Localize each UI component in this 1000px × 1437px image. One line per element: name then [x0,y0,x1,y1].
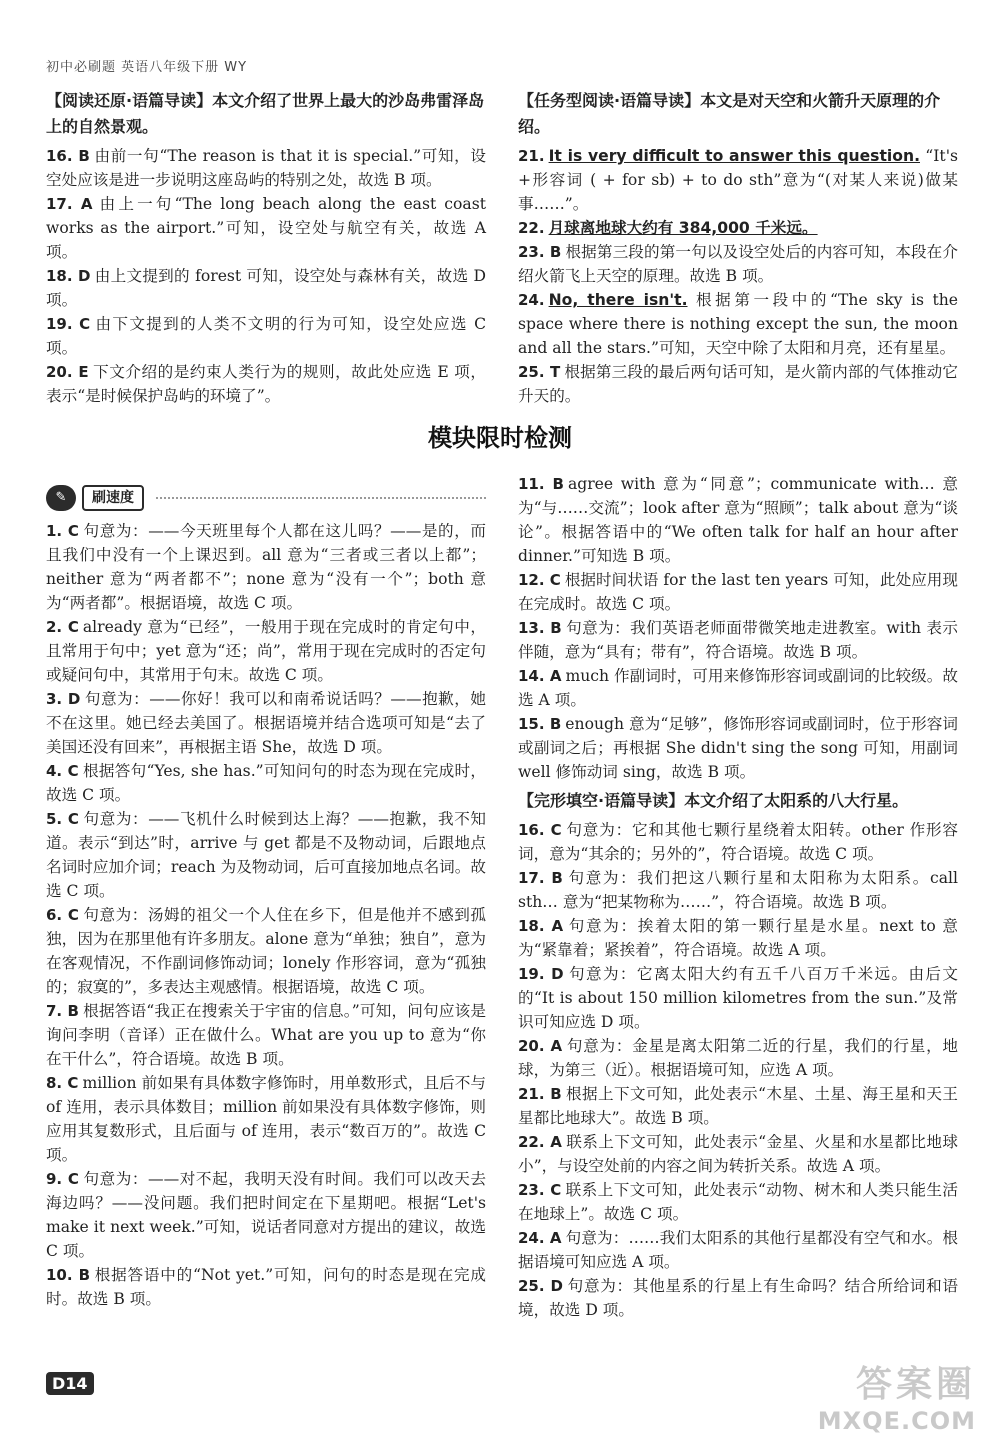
item-explanation: 句意为：金星是离太阳第二近的行星，我们的行星，地球，为第三（近）。根据语境可知，应选 A 项。 [518,1037,958,1079]
answer-item [46,807,486,903]
item-number: 7. B [46,1002,79,1020]
answer-item [518,962,958,1034]
section-heading: 【任务型阅读·语篇导读】本文是对天空和火箭升天原理的介绍。 [518,91,941,136]
answer-item [518,1034,958,1082]
answer-item [46,615,486,687]
item-number: 3. D [46,690,81,708]
answer-item [518,712,958,784]
page-header: 初中必刷题 英语八年级下册 WY [46,60,248,75]
item-number: 5. C [46,810,79,828]
reading-restore-section [46,88,486,408]
item-number: 11. B [518,475,564,493]
item-explanation: 句意为：……我们太阳系的其他行星都没有空气和水。根据语境可知应选 A 项。 [518,1229,958,1271]
answer-item [46,360,486,408]
item-number: 16. C [518,821,562,839]
item-number: 24. A [518,1229,562,1247]
item-explanation: 根据答语“我正在搜索关于宇宙的信息。”可知，问句应该是询问李明（音译）正在做什么。What are you up to 意为“你在干什么”，符合语境。故选 B 项。 [46,1002,486,1068]
item-number: 22. [518,219,545,237]
answer-item [518,1178,958,1226]
item-explanation: 由上文提到的 forest 可知，设空处与森林有关，故选 D 项。 [46,267,487,309]
item-explanation: 下文介绍的是约束人类行为的规则，故此处应选 E 项，表示“是时候保护岛屿的环境了”。 [46,363,486,405]
answer-item [518,818,958,866]
item-explanation: 联系上下文可知，此处表示“金星、火星和水星都比地球小”，与设空处前的内容之间为转折关系。故选 A 项。 [518,1133,958,1175]
item-explanation: 根据答语中的“Not yet.”可知，问句的时态是现在完成时。故选 B 项。 [46,1266,487,1308]
answer-item [518,240,958,288]
item-number: 22. A [518,1133,562,1151]
answer-item [518,1274,958,1322]
section-heading: 【完形填空·语篇导读】本文介绍了太阳系的八大行星。 [518,791,909,810]
answer-item [46,312,486,360]
answer-item [518,866,958,914]
item-number: 20. E [46,363,89,381]
answer-item [46,687,486,759]
item-number: 16. B [46,147,90,165]
answer-item [518,1226,958,1274]
item-explanation: 句意为：挨着太阳的第一颗行星是水星。next to 意为“紧靠着；紧挨着”，符合语境。故选 A 项。 [518,917,958,959]
answer-item [46,192,486,264]
item-explanation: 句意为：它离太阳大约有五千八百万千米远。由后文的“It is about 150 million kilometres from the sun.”及常识可知应选 D 项。 [518,965,958,1031]
item-answer: No, there isn't. [548,291,688,309]
answer-item [46,759,486,807]
item-number: 14. A [518,667,562,685]
answer-item [518,144,958,216]
item-explanation: 句意为：它和其他七颗行星绕着太阳转。other 作形容词，意为“其余的；另外的”，符合语境。故选 C 项。 [518,821,958,863]
item-number: 20. A [518,1037,563,1055]
item-number: 1. C [46,522,79,540]
page-number: D14 [46,1372,94,1395]
item-number: 8. C [46,1074,79,1092]
item-explanation: 根据上下文可知，此处表示“木星、土星、海王星和天王星都比地球大”。故选 B 项。 [518,1085,958,1127]
answer-item [46,519,486,615]
module-title: 模块限时检测 [428,424,572,452]
watermark-logo [818,1356,976,1435]
item-explanation: 根据答句“Yes, she has.”可知问句的时态为现在完成时，故选 C 项。 [46,762,486,804]
item-explanation: agree with 意为“同意”；communicate with… 意为“与……交流”；look after 意为“照顾”；talk about 意为“谈论”。根据答语中的“We often talk for half an hour after dinner.”可知选 B 项。 [518,475,958,565]
section-heading: 【阅读还原·语篇导读】本文介绍了世界上最大的沙岛弗雷泽岛上的自然景观。 [46,91,485,136]
watermark-url: MXQE.COM [817,1407,976,1435]
item-number: 25. T [518,363,561,381]
item-explanation: 句意为：——今天班里每个人都在这儿吗？——是的，而且我们中没有一个上课迟到。all 意为“三者或三者以上都”；neither 意为“两者都不”；none 意为“没有一个”；both 意为“两者都”。根据语境，故选 C 项。 [46,522,486,612]
item-explanation: 根据第三段的第一句以及设空处后的内容可知，本段在介绍火箭飞上天空的原理。故选 B 项。 [518,243,958,285]
item-number: 25. D [518,1277,563,1295]
item-number: 6. C [46,906,79,924]
item-explanation: already 意为“已经”，一般用于现在完成时的肯定句中，且常用于句中；yet 意为“还；尚”，常用于现在完成时的否定句或疑问句中，其常用于句末。故选 C 项。 [46,618,486,684]
item-explanation: 根据时间状语 for the last ten years 可知，此处应用现在完成时。故选 C 项。 [518,571,958,613]
answer-item [46,1263,486,1311]
item-explanation: 句意为：汤姆的祖父一个人住在乡下，但是他并不感到孤独，因为在那里他有许多朋友。alone 意为“单独；独自”，意为在客观情况，不作副词修饰动词；lonely 作形容词，意为“孤独的；寂寞的”，多表达主观感情。根据语境，故选 C 项。 [46,906,486,996]
item-number: 23. B [518,243,562,261]
item-explanation: 句意为：——对不起，我明天没有时间。我们可以改天去海边吗？——没问题。我们把时间定在下星期吧。根据“Let's make it next week.”可知，说话者同意对方提出的建议，故选 C 项。 [46,1170,486,1260]
item-number: 19. C [46,315,91,333]
answer-item [46,903,486,999]
item-explanation: 由上一句“The long beach along the east coast works as the airport.”可知，设空处与航空有关，故选 A 项。 [46,195,486,261]
item-number: 10. B [46,1266,91,1284]
item-number: 24. [518,291,545,309]
item-explanation: 句意为：——你好！我可以和南希说话吗？——抱歉，她不在这里。她已经去美国了。根据语境并结合选项可知是“去了美国还没有回来”，再根据主语 She，故选 D 项。 [46,690,486,756]
item-number: 21. [518,147,545,165]
item-number: 23. C [518,1181,562,1199]
item-number: 9. C [46,1170,79,1188]
item-explanation: 联系上下文可知，此处表示“动物、树木和人类只能生活在地球上”。故选 C 项。 [518,1181,958,1223]
answer-item [518,288,958,360]
item-number: 2. C [46,618,79,636]
answer-item [518,664,958,712]
item-explanation: 句意为：我们英语老师面带微笑地走进教室。with 表示伴随，意为“具有；带有”，符合语境。故选 B 项。 [518,619,958,661]
watermark-text: 答案圈 [855,1364,976,1405]
item-number: 17. A [46,195,93,213]
answer-item [518,616,958,664]
item-explanation: 句意为：其他星系的行星上有生命吗？结合所给词和语境，故选 D 项。 [518,1277,958,1319]
answer-item [518,472,958,568]
answer-item [46,1071,486,1167]
answer-item [518,1130,958,1178]
item-explanation: 句意为：我们把这八颗行星和太阳称为太阳系。call sth… 意为“把某物称为……”，符合语境。故选 B 项。 [518,869,958,911]
item-explanation: 根据第一段中的“The sky is the space where there is nothing except the sun, the moon and all the stars.”可知，天空中除了太阳和月亮，还有星星。 [518,291,958,357]
item-explanation: much 作副词时，可用来修饰形容词或副词的比较级。故选 A 项。 [518,667,958,709]
task-reading-section [518,88,958,408]
item-number: 18. D [46,267,91,285]
answer-item [518,1082,958,1130]
item-number: 4. C [46,762,79,780]
item-number: 19. D [518,965,564,983]
answer-item [518,914,958,962]
answer-item [46,999,486,1071]
item-explanation: 句意为：——飞机什么时候到达上海？——抱歉，我不知道。表示“到达”时，arrive 与 get 都是不及物动词，后跟地点名词时应加介词；reach 为及物动词，后可直接加地点名词。故选 C 项。 [46,810,486,900]
item-number: 13. B [518,619,562,637]
item-explanation: 根据第三段的最后两句话可知，是火箭内部的气体推动它升天的。 [518,363,958,405]
badge-label: 刷速度 [82,485,144,511]
item-number: 12. C [518,571,561,589]
answer-item [518,216,958,240]
answer-item [518,568,958,616]
item-explanation: enough 意为“足够”，修饰形容词或副词时，位于形容词或副词之后；再根据 She didn't sing the song 可知，用副词 well 修饰动词 sing，故选 B 项。 [518,715,958,781]
item-number: 17. B [518,869,563,887]
item-explanation: 由下文提到的人类不文明的行为可知，设空处应选 C 项。 [46,315,486,357]
speed-badge [46,485,486,511]
item-answer: It is very difficult to answer this question. [548,147,920,165]
speed-practice-section [46,484,486,1311]
item-number: 18. A [518,917,564,935]
item-explanation: million 前如果有具体数字修饰时，用单数形式，且后不与 of 连用，表示具体数目；million 前如果没有具体数字修饰，则应用其复数形式，且后面与 of 连用，表示“数百万的”。故选 C 项。 [46,1074,486,1164]
answers-right-section [518,472,958,1322]
item-number: 21. B [518,1085,562,1103]
answer-item [46,144,486,192]
item-explanation: 由前一句“The reason is that it is special.”可知，设空处应该是进一步说明这座岛屿的特别之处，故选 B 项。 [46,147,486,189]
item-number: 15. B [518,715,562,733]
item-answer: 月球离地球大约有 384,000 千米远。 [548,219,818,237]
item-explanation: “It's +形容词 ( + for sb) + to do sth”意为“(对某人来说)做某事……”。 [518,147,958,213]
dotted-divider [156,497,486,499]
answer-item [46,264,486,312]
pen-icon: ✎ [46,485,76,511]
answer-item [46,1167,486,1263]
answer-item [518,360,958,408]
